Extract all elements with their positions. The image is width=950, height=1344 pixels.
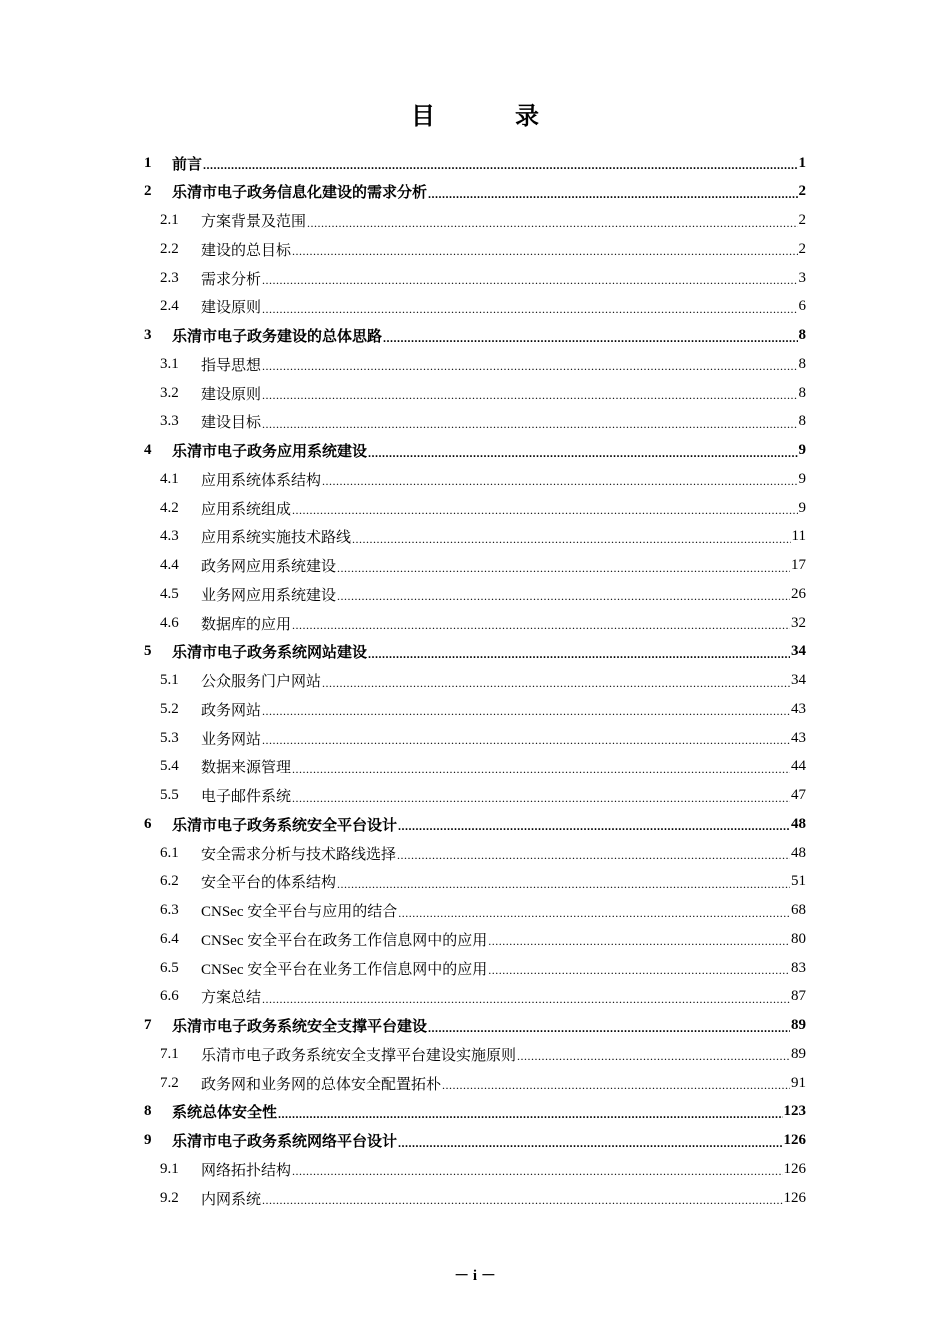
toc-dot-leader <box>398 820 790 838</box>
toc-entry[interactable] <box>160 293 806 321</box>
toc-entry[interactable] <box>160 695 806 723</box>
toc-entry-title: 乐清市电子政务应用系统建设 <box>172 444 368 460</box>
toc-entry-page: 11 <box>791 528 806 545</box>
toc-entry-page: 48 <box>791 844 806 861</box>
toc-entry-title: 应用系统体系结构 <box>201 472 322 489</box>
toc-entry-number: 6.1 <box>160 844 179 861</box>
toc-entry[interactable] <box>160 379 806 407</box>
toc-entry-number: 6 <box>144 815 152 832</box>
toc-entry-number: 7.1 <box>160 1045 179 1062</box>
toc-entry-page: 8 <box>798 355 806 372</box>
toc-entry[interactable] <box>160 897 806 925</box>
toc-entry-title: 建设目标 <box>201 415 262 432</box>
toc-entry[interactable] <box>144 322 806 350</box>
toc-entry[interactable] <box>160 839 806 867</box>
toc-entry[interactable] <box>144 638 806 666</box>
toc-dot-leader <box>368 648 790 666</box>
toc-entry[interactable] <box>160 350 806 378</box>
toc-entry-title: 指导思想 <box>201 357 262 374</box>
toc-entry[interactable] <box>144 178 806 206</box>
toc-entry-title: 安全需求分析与技术路线选择 <box>201 846 397 863</box>
toc-entry-page: 2 <box>798 183 806 200</box>
toc-entry-page: 87 <box>791 988 806 1005</box>
toc-dot-leader <box>517 1050 790 1068</box>
toc-entry-page: 126 <box>783 1160 806 1177</box>
toc-dot-leader <box>292 792 790 810</box>
toc-entry-number: 4.1 <box>160 470 179 487</box>
toc-entry-number: 4.5 <box>160 585 179 602</box>
toc-entry-page: 3 <box>798 269 806 286</box>
toc-entry[interactable] <box>144 810 806 838</box>
toc-entry-page: 68 <box>791 902 806 918</box>
toc-entry-number: 2.1 <box>160 212 179 228</box>
toc-entry-title: 乐清市电子政务系统安全支撑平台建设实施原则 <box>201 1047 517 1064</box>
toc-entry[interactable] <box>160 408 806 436</box>
toc-entry-number: 7.2 <box>160 1074 179 1091</box>
toc-entry-page: 1 <box>798 154 806 171</box>
toc-entry-number: 4.3 <box>160 528 179 545</box>
toc-entry-title: 数据来源管理 <box>201 760 292 777</box>
toc-entry-number: 3.1 <box>160 355 179 372</box>
toc-entry-page: 17 <box>791 557 806 573</box>
toc-entry-title: 电子邮件系统 <box>201 789 292 805</box>
toc-dot-leader <box>397 849 790 867</box>
toc-entry-page: 44 <box>791 758 806 775</box>
toc-entry-page: 9 <box>798 442 806 458</box>
toc-entry-number: 1 <box>144 154 152 171</box>
page-number: － i － <box>454 1268 496 1284</box>
toc-entry-number: 3.2 <box>160 384 179 401</box>
toc-entry[interactable] <box>160 552 806 580</box>
toc-entry-number: 6.5 <box>160 959 179 976</box>
toc-entry-page: 48 <box>791 815 806 832</box>
toc-entry-number: 3.3 <box>160 413 179 430</box>
toc-entry-page: 2 <box>798 240 806 257</box>
toc-entry-number: 5.1 <box>160 672 179 688</box>
toc-entry[interactable] <box>144 437 806 465</box>
toc-entry-page: 51 <box>791 873 806 890</box>
toc-entry-page: 8 <box>798 384 806 401</box>
toc-entry[interactable] <box>160 753 806 781</box>
toc-dot-leader <box>292 504 797 522</box>
toc-entry-number: 5.3 <box>160 729 179 746</box>
toc-dot-leader <box>262 1194 782 1212</box>
toc-entry-title: CNSec 安全平台与应用的结合 <box>201 904 398 920</box>
toc-dot-leader <box>292 619 790 637</box>
toc-entry-title: 需求分析 <box>201 271 262 288</box>
toc-dot-leader <box>398 1137 782 1155</box>
toc-entry-page: 6 <box>798 298 806 315</box>
toc-entry-number: 9 <box>144 1132 152 1148</box>
toc-entry[interactable] <box>160 1040 806 1068</box>
toc-entry[interactable] <box>144 1012 806 1040</box>
toc-entry-title: 乐清市电子政务信息化建设的需求分析 <box>172 185 428 202</box>
toc-entry[interactable] <box>160 782 806 810</box>
toc-entry[interactable] <box>160 207 806 235</box>
toc-entry-title: 系统总体安全性 <box>172 1105 278 1122</box>
toc-dot-leader <box>307 217 797 235</box>
toc-entry-number: 3 <box>144 327 152 343</box>
toc-dot-leader <box>262 303 797 321</box>
toc-dot-leader <box>352 533 791 551</box>
toc-entry-number: 9.1 <box>160 1160 179 1177</box>
toc-entry-number: 6.6 <box>160 988 179 1005</box>
toc-entry[interactable] <box>160 954 806 982</box>
toc-entry-title: 安全平台的体系结构 <box>201 875 337 892</box>
toc-dot-leader <box>383 332 797 350</box>
toc-entry[interactable] <box>144 1127 806 1155</box>
toc-entry-title: 乐清市电子政务建设的总体思路 <box>172 329 383 345</box>
toc-dot-leader <box>262 360 797 378</box>
toc-entry-page: 83 <box>791 959 806 976</box>
toc-entry[interactable] <box>160 868 806 896</box>
toc-entry-page: 9 <box>798 499 806 516</box>
toc-entry[interactable] <box>160 609 806 637</box>
toc-dot-leader <box>262 389 797 407</box>
toc-entry-page: 123 <box>783 1103 806 1120</box>
toc-dot-leader <box>398 907 790 925</box>
toc-entry-title: 方案总结 <box>201 990 262 1007</box>
toc-entry-page: 26 <box>791 585 806 602</box>
toc-entry[interactable] <box>160 523 806 551</box>
toc-entry-title: 政务网站 <box>201 702 262 719</box>
toc-entry-title: 内网系统 <box>201 1191 262 1208</box>
toc-dot-leader <box>488 935 790 953</box>
toc-dot-leader <box>442 1079 790 1097</box>
toc-entry-number: 2.3 <box>160 269 179 286</box>
toc-entry[interactable] <box>160 1184 806 1212</box>
toc-entry-number: 5.4 <box>160 758 179 775</box>
toc-entry-number: 8 <box>144 1103 152 1120</box>
toc-dot-leader <box>262 993 790 1011</box>
toc-entry[interactable] <box>160 235 806 263</box>
toc-dot-leader <box>428 188 797 206</box>
toc-dot-leader <box>322 475 797 493</box>
toc-dot-leader <box>337 878 790 896</box>
toc-entry-title: 前言 <box>172 156 203 173</box>
toc-entry-title: 乐清市电子政务系统网站建设 <box>172 645 368 662</box>
toc-entry[interactable] <box>160 494 806 522</box>
toc-entry-title: 应用系统组成 <box>201 501 292 518</box>
toc-dot-leader <box>337 562 790 580</box>
toc-entry[interactable] <box>144 1098 806 1126</box>
toc-entry-page: 32 <box>791 614 806 631</box>
toc-entry-title: CNSec 安全平台在政务工作信息网中的应用 <box>201 932 488 949</box>
toc-entry-title: 建设的总目标 <box>201 242 292 259</box>
toc-entry-page: 9 <box>798 470 806 487</box>
toc-entry-number: 4 <box>144 442 152 458</box>
toc-entry-page: 43 <box>791 700 806 717</box>
toc-entry[interactable] <box>160 724 806 752</box>
toc-entry-number: 5.5 <box>160 787 179 803</box>
toc-entry[interactable] <box>160 667 806 695</box>
toc-entry-number: 2 <box>144 183 152 200</box>
toc-dot-leader <box>337 590 790 608</box>
toc-entry[interactable] <box>160 1069 806 1097</box>
toc-entry-page: 34 <box>791 643 806 660</box>
toc-entry-number: 5 <box>144 643 152 660</box>
toc-entry-page: 126 <box>783 1189 806 1206</box>
toc-entry-title: 业务网应用系统建设 <box>201 587 337 604</box>
toc-dot-leader <box>278 1108 782 1126</box>
toc-dot-leader <box>322 677 790 695</box>
toc-entry[interactable] <box>144 149 806 177</box>
toc-dot-leader <box>368 447 797 465</box>
toc-entry[interactable] <box>160 465 806 493</box>
toc-dot-leader <box>203 159 797 177</box>
toc-entry-title: CNSec 安全平台在业务工作信息网中的应用 <box>201 961 488 978</box>
toc-entry-number: 2.4 <box>160 298 179 315</box>
toc-dot-leader <box>292 1165 782 1183</box>
toc-entry-title: 网络拓扑结构 <box>201 1162 292 1179</box>
toc-entry-page: 89 <box>791 1045 806 1062</box>
toc-entry[interactable] <box>160 925 806 953</box>
toc-entry-title: 建设原则 <box>201 300 262 317</box>
toc-dot-leader <box>262 734 790 752</box>
toc-entry-title: 建设原则 <box>201 386 262 403</box>
toc-entry-page: 43 <box>791 729 806 746</box>
toc-entry-page: 34 <box>791 672 806 688</box>
toc-entry[interactable] <box>160 264 806 292</box>
toc-entry-number: 6.3 <box>160 902 179 918</box>
toc-entry-title: 业务网站 <box>201 731 262 748</box>
toc-entry-page: 89 <box>791 1017 806 1033</box>
toc-entry[interactable] <box>160 983 806 1011</box>
toc-entry-number: 9.2 <box>160 1189 179 1206</box>
toc-entry-title: 乐清市电子政务系统网络平台设计 <box>172 1134 398 1150</box>
page-title: 目 录 <box>411 104 567 130</box>
toc-entry-page: 8 <box>798 327 806 343</box>
toc-dot-leader <box>262 274 797 292</box>
toc-entry[interactable] <box>160 580 806 608</box>
toc-dot-leader <box>488 964 790 982</box>
toc-entry-page: 126 <box>783 1132 806 1148</box>
toc-entry-title: 乐清市电子政务系统安全支撑平台建设 <box>172 1019 428 1035</box>
toc-entry-page: 2 <box>798 212 806 228</box>
toc-dot-leader <box>262 418 797 436</box>
toc-entry-number: 6.4 <box>160 930 179 947</box>
toc-dot-leader <box>262 705 790 723</box>
toc-entry-number: 7 <box>144 1017 152 1033</box>
toc-entry-number: 4.4 <box>160 557 179 573</box>
toc-entry-number: 2.2 <box>160 240 179 257</box>
toc-entry-title: 乐清市电子政务系统安全平台设计 <box>172 817 398 834</box>
toc-entry-title: 数据库的应用 <box>201 616 292 633</box>
toc-entry[interactable] <box>160 1155 806 1183</box>
toc-entry-page: 91 <box>791 1074 806 1091</box>
toc-entry-title: 政务网和业务网的总体安全配置拓朴 <box>201 1076 442 1093</box>
toc-entry-number: 5.2 <box>160 700 179 717</box>
toc-entry-title: 政务网应用系统建设 <box>201 559 337 575</box>
toc-entry-title: 方案背景及范围 <box>201 214 307 230</box>
toc-entry-number: 6.2 <box>160 873 179 890</box>
toc-entry-title: 应用系统实施技术路线 <box>201 530 352 547</box>
toc-entry-number: 4.2 <box>160 499 179 516</box>
toc-dot-leader <box>292 245 797 263</box>
toc-entry-title: 公众服务门户网站 <box>201 674 322 690</box>
toc-dot-leader <box>292 763 790 781</box>
toc-dot-leader <box>428 1022 790 1040</box>
toc-entry-page: 80 <box>791 930 806 947</box>
toc-entry-page: 47 <box>791 787 806 803</box>
toc-entry-page: 8 <box>798 413 806 430</box>
toc-entry-number: 4.6 <box>160 614 179 631</box>
